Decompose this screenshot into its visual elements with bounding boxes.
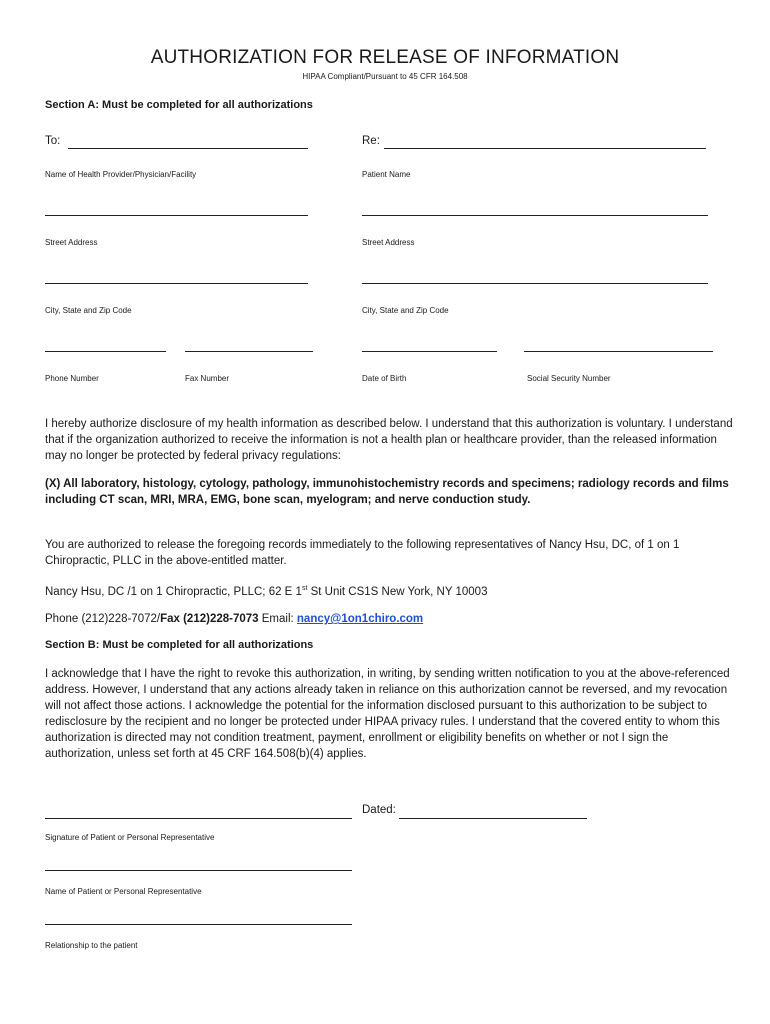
signature-field[interactable] bbox=[45, 818, 352, 819]
re-field[interactable] bbox=[384, 148, 706, 149]
fax-field[interactable] bbox=[185, 351, 313, 352]
phone-text: Phone (212)228-7072/ bbox=[45, 613, 161, 625]
patient-city-label: City, State and Zip Code bbox=[362, 306, 449, 315]
patient-name-label: Patient Name bbox=[362, 170, 411, 179]
authorization-paragraph: I hereby authorize disclosure of my health information as described below. I understand that this authorization is voluntary. I understand that if the organization authorized to receive the information is not a health plan or healthcare provider, than the released information may no longer be protected by federal privacy regulations: bbox=[45, 418, 733, 462]
re-label: Re: bbox=[362, 135, 380, 147]
relationship-field[interactable] bbox=[45, 924, 352, 925]
dob-label: Date of Birth bbox=[362, 374, 407, 383]
patient-street-label: Street Address bbox=[362, 238, 415, 247]
representative-name-field[interactable] bbox=[45, 870, 352, 871]
ssn-field[interactable] bbox=[524, 351, 713, 352]
provider-name-label: Name of Health Provider/Physician/Facility bbox=[45, 170, 197, 179]
address-text: Nancy Hsu, DC /1 on 1 Chiropractic, PLLC; 62 E 1 bbox=[45, 585, 302, 598]
page-title: AUTHORIZATION FOR RELEASE OF INFORMATION bbox=[150, 47, 620, 68]
provider-city-field[interactable] bbox=[45, 283, 308, 284]
dob-field[interactable] bbox=[362, 351, 497, 352]
fax-label: Fax Number bbox=[185, 374, 230, 383]
patient-street-field[interactable] bbox=[362, 215, 708, 216]
contact-line bbox=[45, 611, 735, 627]
email-link[interactable]: nancy@1on1chiro.com bbox=[296, 613, 424, 625]
records-list: (X) All laboratory, histology, cytology, pathology, immunohistochemistry records and specimens; radiology records and films including CT scan, MRI, MRA, EMG, bone scan, myelogram; and nerve conduction study. bbox=[45, 478, 729, 506]
section-b-heading: Section B: Must be completed for all authorizations bbox=[45, 639, 314, 651]
representative-address bbox=[45, 581, 735, 600]
to-label: To: bbox=[45, 135, 61, 147]
section-a-heading: Section A: Must be completed for all authorizations bbox=[45, 99, 313, 111]
email-label: Email: bbox=[258, 613, 297, 625]
to-field[interactable] bbox=[68, 148, 308, 149]
representative-name-label: Name of Patient or Personal Representative bbox=[45, 887, 202, 896]
phone-field[interactable] bbox=[45, 351, 166, 352]
release-paragraph: You are authorized to release the foregoing records immediately to the following representatives of Nancy Hsu, DC, of 1 on 1 Chiropractic, PLLC in the above-entitled matter. bbox=[45, 539, 680, 567]
address-superscript: st bbox=[301, 585, 308, 592]
provider-street-label: Street Address bbox=[45, 238, 98, 247]
phone-label: Phone Number bbox=[45, 374, 99, 383]
dated-label: Dated: bbox=[362, 804, 396, 816]
signature-label: Signature of Patient or Personal Representative bbox=[45, 833, 215, 842]
provider-street-field[interactable] bbox=[45, 215, 308, 216]
patient-city-field[interactable] bbox=[362, 283, 708, 284]
page-subtitle: HIPAA Compliant/Pursuant to 45 CFR 164.508 bbox=[302, 72, 468, 81]
date-field[interactable] bbox=[399, 818, 587, 819]
fax-text: Fax (212)228-7073 bbox=[160, 613, 259, 625]
address-text-end: St Unit CS1S New York, NY 10003 bbox=[307, 585, 488, 598]
ssn-label: Social Security Number bbox=[527, 374, 611, 383]
relationship-label: Relationship to the patient bbox=[45, 941, 138, 950]
revocation-paragraph: I acknowledge that I have the right to revoke this authorization, in writing, by sending written notification to you at the above-referenced address. However, I understand that any actions already taken in reliance on this authorization cannot be reversed, and my revocation will not affect those actions. I acknowledge the potential for the information disclosed pursuant to this authorization to be subject to redisclosure by the recipient and no longer be protected under HIPAA privacy rules. I understand that the covered entity to whom this authorization is directed may not condition treatment, payment, enrollment or eligibility benefits on whether or not I sign the authorization, unless set forth at 45 CRF 164.508(b)(4) applies. bbox=[45, 668, 730, 760]
provider-city-label: City, State and Zip Code bbox=[45, 306, 132, 315]
